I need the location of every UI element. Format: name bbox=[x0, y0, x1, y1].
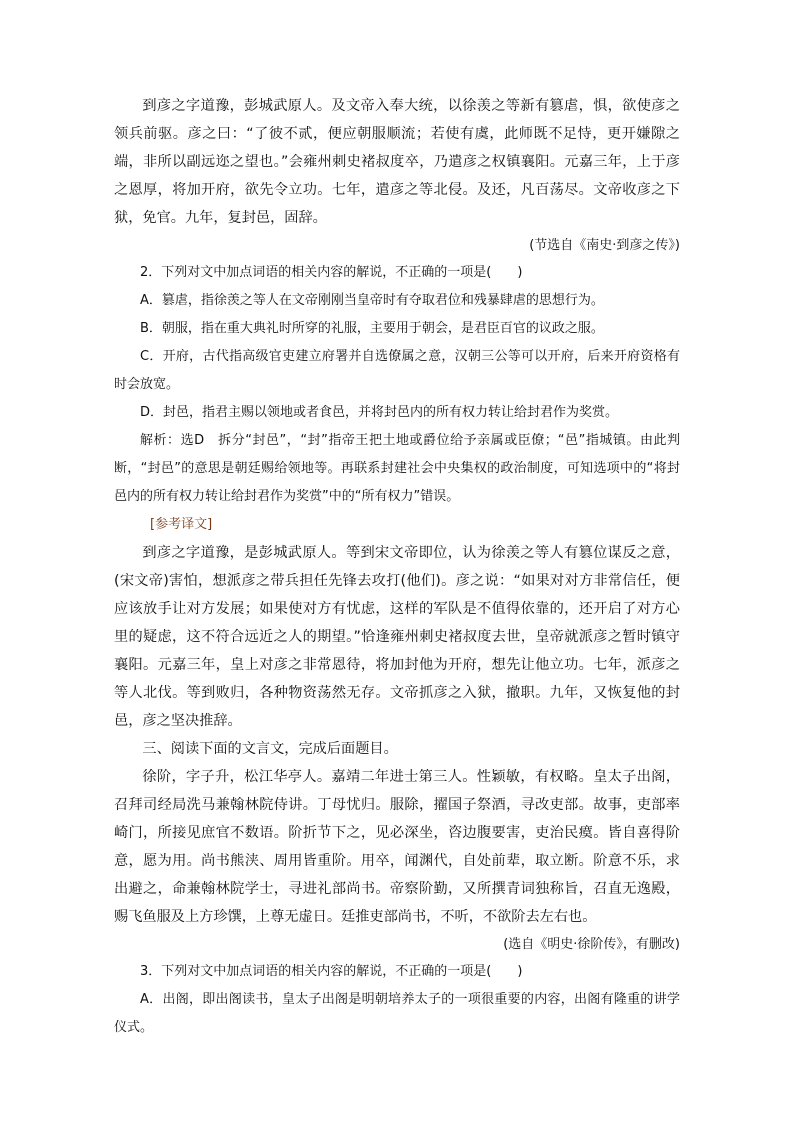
reference-translation-label: [参考译文] bbox=[150, 517, 213, 532]
passage-1-paragraph: 到彦之字道豫，彭城武原人。及文帝入奉大统，以徐羡之等新有篡虐，惧，欲使彦之领兵前驱。彦之曰：“了彼不贰，便应朝服顺流；若使有虞，此师既不足恃，更开嫌隙之端，非所以副远迩之望也。”会雍州刺史褚叔度卒，乃遣彦之权镇襄阳。元嘉三年，上于彦之恩厚，将加开府，欲先令立功。七年，遣彦之等北侵。及还，凡百荡尽。文帝收彦之下狱，免官。九年，复封邑，固辞。 bbox=[114, 98, 680, 226]
passage-2-paragraph: 徐阶，字子升，松江华亭人。嘉靖二年进士第三人。性颖敏，有权略。皇太子出阁，召拜司经局洗马兼翰林院侍讲。丁母忧归。服除，擢国子祭酒，寻改吏部。故事，吏部率崎门，所接见庶官不数语。阶折节下之，见必深坐，咨边腹要害，吏治民瘼。皆自喜得阶意，愿为用。尚书熊浃、周用皆重阶。用卒，闻渊代，自处前辈，取立断。阶意不乐，求出避之，命兼翰林院学士，寻进礼部尚书。帝察阶勤，又所撰青词独称旨，召直无逸殿，赐飞鱼服及上方珍馔，上尊无虚日。廷推吏部尚书，不听，不欲阶去左右也。 bbox=[114, 769, 680, 925]
question-2-option-c: C．开府，古代指高级官吏建立府署并自选僚属之意，汉朝三公等可以开府，后来开府资格有时会放宽。 bbox=[114, 349, 680, 392]
question-2-option-a: A．篡虐，指徐羡之等人在文帝刚刚当皇帝时有夺取君位和残暴肆虐的思想行为。 bbox=[140, 293, 604, 308]
question-3-option-a: A．出阁，即出阁读书，皇太子出阁是明朝培养太子的一项很重要的内容，出阁有隆重的讲学仪式。 bbox=[114, 992, 680, 1035]
question-3-stem: 3．下列对文中加点词语的相关内容的解说，不正确的一项是( ) bbox=[140, 964, 523, 979]
question-2-stem: 2．下列对文中加点词语的相关内容的解说，不正确的一项是( ) bbox=[140, 265, 523, 280]
question-2-option-d: D．封邑，指君主赐以领地或者食邑，并将封邑内的所有权力转让给封君作为奖赏。 bbox=[140, 405, 619, 420]
passage-2-source: (选自《明史·徐阶传》，有删改) bbox=[503, 937, 680, 952]
question-2-option-b: B．朝服，指在重大典礼时所穿的礼服，主要用于朝会，是君臣百官的议政之服。 bbox=[140, 321, 604, 336]
section-3-heading: 三、阅读下面的文言文，完成后面题目。 bbox=[142, 741, 398, 757]
passage-1-source: (节选自《南史·到彦之传》) bbox=[529, 238, 680, 253]
reference-translation: 到彦之字道豫，是彭城武原人。等到宋文帝即位，认为徐羡之等人有篡位谋反之意，(宋文帝)害怕，想派彦之带兵担任先锋去攻打(他们)。彦之说：“如果对对方非常信任，便应该放手让对方发展；如果使对方有忧虑，这样的军队是不值得依靠的，还开启了对方心里的疑虑，这不符合远近之人的期望。”恰逢雍州刺史褚叔度去世，皇帝就派彦之暂时镇守襄阳。元嘉三年，皇上对彦之非常恩待，将加封他为开府，想先让他立功。七年，派彦之等人北伐。等到败归，各种物资荡然无存。文帝抓彦之入狱，撤职。九年，又恢复他的封邑，彦之坚决推辞。 bbox=[114, 545, 680, 729]
question-2-analysis: 解析：选D 拆分“封邑”，“封”指帝王把土地或爵位给予亲属或臣僚；“邑”指城镇。由此判断，“封邑”的意思是朝廷赐给领地等。再联系封建社会中央集权的政治制度，可知选项中的“将封邑内的所有权力转让给封君作为奖赏”中的“所有权力”错误。 bbox=[114, 433, 680, 504]
